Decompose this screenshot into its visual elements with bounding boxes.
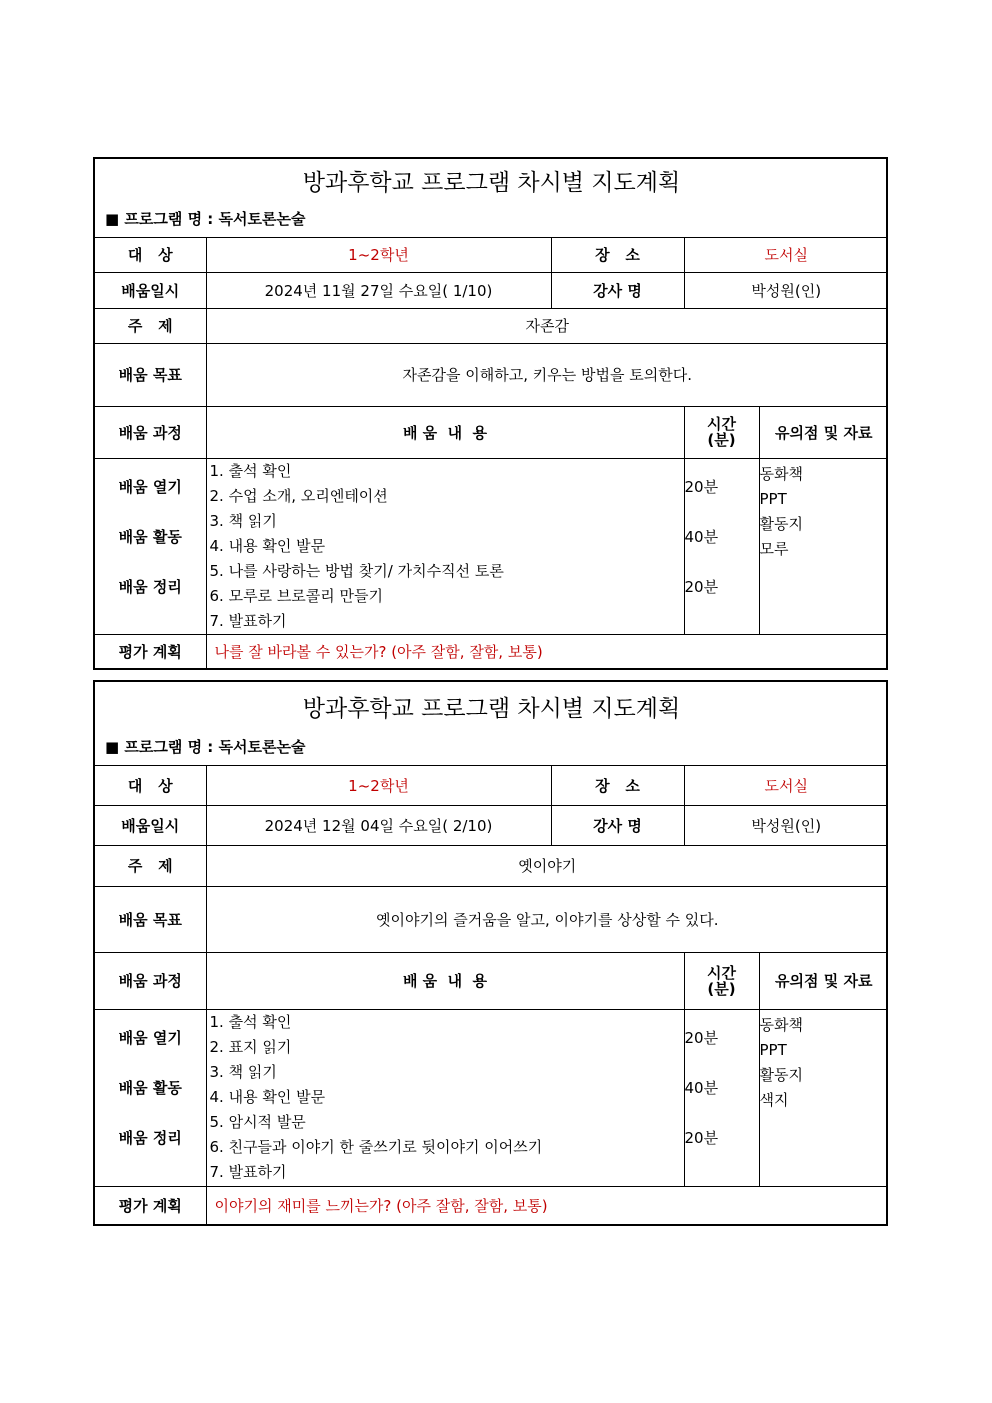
teacher-label: 강사 명 <box>551 272 684 308</box>
time-list <box>684 1009 759 1186</box>
goal-value: 자존감을 이해하고, 키우는 방법을 토의한다. <box>206 343 888 406</box>
list-item: 1. 출석 확인 <box>209 461 292 480</box>
program-name: ■ 프로그램 명 : 독서토론논술 <box>105 210 306 229</box>
place-label: 장 소 <box>551 237 684 272</box>
target-value: 1~2학년 <box>206 237 551 272</box>
date-label: 배움일시 <box>95 272 206 308</box>
list-item: 2. 수업 소개, 오리엔테이션 <box>209 486 388 505</box>
goal-label: 배움 목표 <box>95 886 206 952</box>
list-item: 6. 친구들과 이야기 한 줄쓰기로 뒷이야기 이어쓰기 <box>209 1137 543 1156</box>
eval-label: 평가 계획 <box>95 634 206 668</box>
topic-value: 자존감 <box>206 308 888 343</box>
time-header-line2: (분) <box>707 431 736 449</box>
material-item: 색지 <box>759 1090 789 1109</box>
stage-open: 배움 열기 <box>118 477 182 496</box>
stage-close: 배움 정리 <box>118 1128 182 1147</box>
time-list <box>684 458 759 634</box>
content-header: 배 움 내 용 <box>206 952 684 1009</box>
list-item: 1. 출석 확인 <box>209 1012 292 1031</box>
goal-value: 옛이야기의 즐거움을 알고, 이야기를 상상할 수 있다. <box>206 886 888 952</box>
materials-header: 유의점 및 자료 <box>759 406 888 458</box>
time-value: 20분 <box>684 1128 719 1147</box>
plan-title: 방과후학교 프로그램 차시별 지도계획 <box>302 695 681 722</box>
topic-label: 주 제 <box>95 308 206 343</box>
plan-table <box>95 159 888 668</box>
list-item: 3. 책 읽기 <box>209 1062 277 1081</box>
teacher-value: 박성원(인) <box>684 805 888 845</box>
target-value: 1~2학년 <box>206 765 551 805</box>
material-item: 활동지 <box>759 1065 803 1084</box>
time-header-line1: 시간 <box>707 415 736 433</box>
place-value: 도서실 <box>684 765 888 805</box>
target-label: 대 상 <box>95 237 206 272</box>
list-item: 2. 표지 읽기 <box>209 1037 292 1056</box>
process-label: 배움 과정 <box>95 952 206 1009</box>
eval-value: 나를 잘 바라볼 수 있는가? (아주 잘함, 잘함, 보통) <box>206 634 888 668</box>
program-name: ■ 프로그램 명 : 독서토론논술 <box>105 737 306 756</box>
topic-value: 옛이야기 <box>206 845 888 886</box>
time-header-line1: 시간 <box>707 963 736 982</box>
time-value: 40분 <box>684 1078 719 1097</box>
content-list <box>206 1009 684 1186</box>
place-value: 도서실 <box>684 237 888 272</box>
plan-table <box>95 682 888 1224</box>
material-item: 동화책 <box>759 464 803 483</box>
eval-label: 평가 계획 <box>95 1186 206 1224</box>
stage-activity: 배움 활동 <box>118 1078 182 1097</box>
list-item: 4. 내용 확인 발문 <box>209 1087 326 1106</box>
plan-title: 방과후학교 프로그램 차시별 지도계획 <box>302 170 681 197</box>
teacher-label: 강사 명 <box>551 805 684 845</box>
list-item: 5. 암시적 발문 <box>209 1112 306 1131</box>
time-value: 20분 <box>684 477 719 496</box>
goal-label: 배움 목표 <box>95 343 206 406</box>
material-item: 활동지 <box>759 514 803 533</box>
eval-value: 이야기의 재미를 느끼는가? (아주 잘함, 잘함, 보통) <box>206 1186 888 1224</box>
materials-list <box>759 1009 888 1186</box>
list-item: 4. 내용 확인 발문 <box>209 536 326 555</box>
material-item: PPT <box>759 1040 787 1059</box>
lesson-plan-1 <box>93 157 888 670</box>
time-header <box>684 406 759 458</box>
place-label: 장 소 <box>551 765 684 805</box>
topic-label: 주 제 <box>95 845 206 886</box>
date-value: 2024년 11월 27일 수요일( 1/10) <box>206 272 551 308</box>
materials-list <box>759 458 888 634</box>
material-item: 모루 <box>759 539 789 558</box>
date-label: 배움일시 <box>95 805 206 845</box>
list-item: 7. 발표하기 <box>209 611 287 630</box>
time-value: 40분 <box>684 527 719 546</box>
process-stages <box>95 1009 206 1186</box>
target-label: 대 상 <box>95 765 206 805</box>
stage-close: 배움 정리 <box>118 577 182 596</box>
content-header: 배 움 내 용 <box>206 406 684 458</box>
time-header <box>684 952 759 1009</box>
materials-header: 유의점 및 자료 <box>759 952 888 1009</box>
stage-open: 배움 열기 <box>118 1028 182 1047</box>
list-item: 6. 모루로 브로콜리 만들기 <box>209 586 384 605</box>
list-item: 5. 나를 사랑하는 방법 찾기/ 가치수직선 토론 <box>209 561 504 580</box>
time-value: 20분 <box>684 1028 719 1047</box>
material-item: PPT <box>759 489 787 508</box>
process-stages <box>95 458 206 634</box>
time-value: 20분 <box>684 577 719 596</box>
stage-activity: 배움 활동 <box>118 527 182 546</box>
teacher-value: 박성원(인) <box>684 272 888 308</box>
time-header-line2: (분) <box>707 979 736 998</box>
list-item: 3. 책 읽기 <box>209 511 277 530</box>
date-value: 2024년 12월 04일 수요일( 2/10) <box>206 805 551 845</box>
material-item: 동화책 <box>759 1015 803 1034</box>
process-label: 배움 과정 <box>95 406 206 458</box>
lesson-plan-2 <box>93 680 888 1226</box>
list-item: 7. 발표하기 <box>209 1162 287 1181</box>
content-list <box>206 458 684 634</box>
